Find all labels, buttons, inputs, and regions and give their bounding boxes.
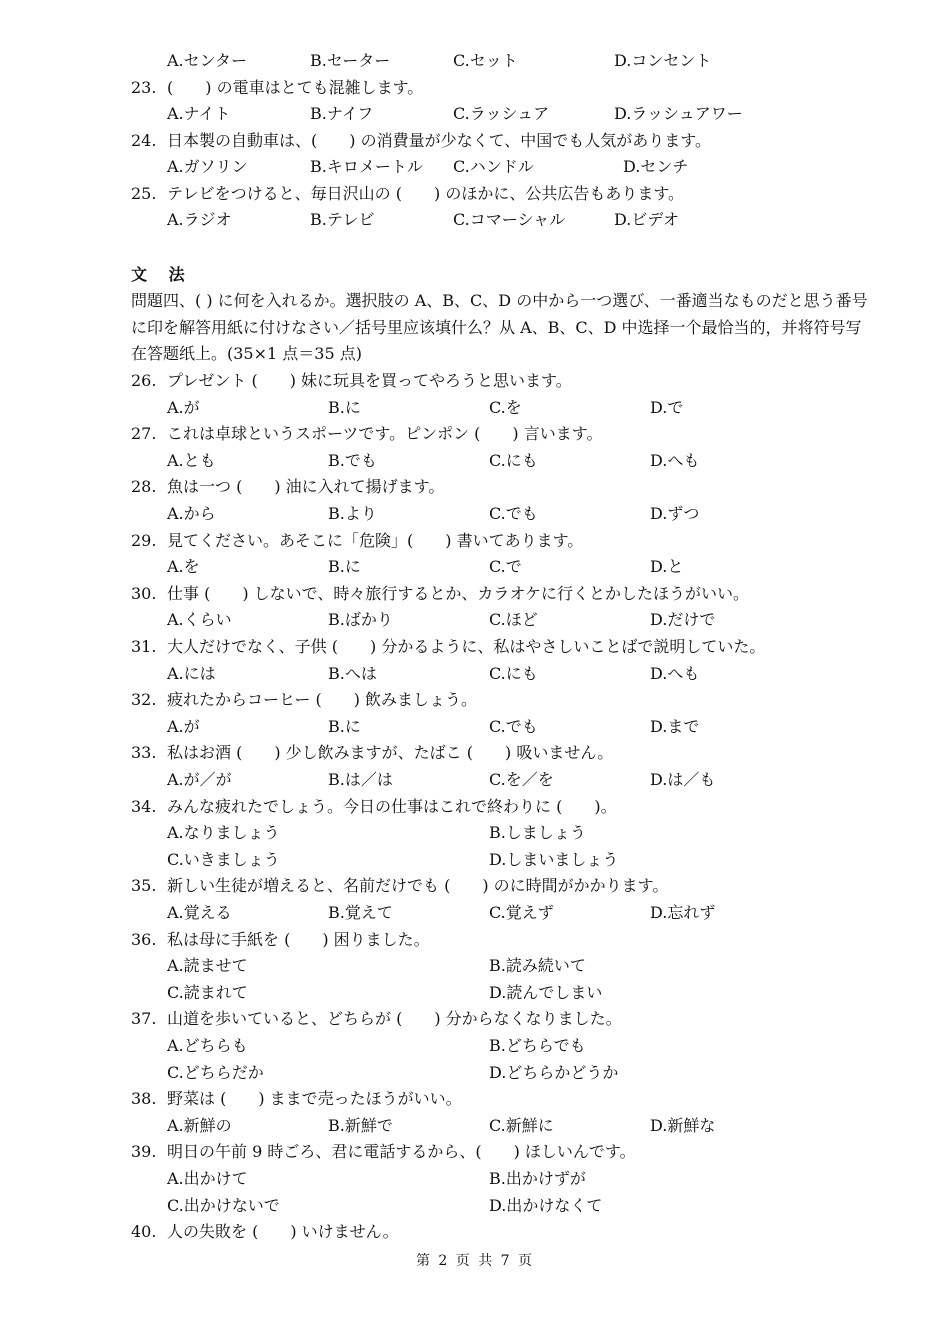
question-36-options [0,953,950,979]
question-34-options [0,820,950,846]
question-text: 見てください。あそこに「危険」( ) 書いてあります。 [167,530,584,550]
question-number: 37. [131,1009,157,1029]
option-c: C.ほど [489,610,538,630]
option-a: A.覚える [167,903,232,922]
option-a: A.には [167,663,216,683]
option-c: C.を／を [489,770,554,789]
question-text: 新しい生徒が増えると、名前だけでも ( ) のに時間がかかります。 [167,876,669,896]
option-b: B.へは [328,663,377,683]
question-28-options [0,501,950,527]
option-a: A.ナイト [167,104,231,123]
question-28 [0,474,950,500]
question-26-options [0,395,950,421]
option-d: D.と [650,557,684,577]
option-d: D.しまいましょう [489,849,619,869]
question-24 [0,128,950,154]
question-text: 山道を歩いていると、どちらが ( ) 分からなくなりました。 [167,1009,622,1029]
option-a: A.出かけて [167,1169,248,1188]
option-a: A.が [167,397,200,417]
option-a: A.が／が [167,770,232,789]
question-number: 31. [131,637,157,656]
option-a: A.センター [167,51,248,70]
option-a: A.なりましょう [167,823,280,843]
option-a: A.どちらも [167,1036,248,1055]
option-b: B.ばかり [328,610,393,630]
option-b: B.しましょう [489,823,586,843]
option-c: C.でも [489,716,538,736]
question-39-options [0,1193,950,1219]
question-39-options [0,1166,950,1192]
option-d: D.だけで [650,610,716,630]
question-33 [0,740,950,766]
question-text: 日本製の自動車は、( ) の消費量が少なくて、中国でも人気があります。 [167,131,711,150]
question-text: 野菜は ( ) ままで売ったほうがいい。 [167,1089,462,1109]
option-d: D.コンセント [614,51,712,70]
question-23-options [0,101,950,127]
question-37 [0,1006,950,1032]
option-a: A.が [167,716,200,736]
option-d: D.どちらかどうか [489,1062,619,1082]
question-number: 26. [131,371,157,390]
option-a: A.を [167,557,200,577]
question-number: 24. [131,131,157,150]
question-number: 40. [131,1222,157,1242]
option-c: C.出かけないで [167,1195,280,1215]
option-d: D.読んでしまい [489,982,603,1002]
question-text: 魚は一つ ( ) 油に入れて揚げます。 [167,477,445,497]
question-29 [0,528,950,554]
question-35-options [0,900,950,926]
question-37-options [0,1060,950,1086]
option-b: B.に [328,716,361,736]
option-d: D.は／も [650,770,716,789]
question-36-options [0,980,950,1006]
question-text: 仕事 ( ) しないで、時々旅行するとか、カラオケに行くとかしたほうがいい。 [167,583,750,603]
question-35 [0,873,950,899]
option-c: C.にも [489,450,538,470]
option-d: D.ビデオ [614,210,680,229]
option-b: B.セーター [310,51,391,70]
question-text: 明日の午前 9 時ごろ、君に電話するから、( ) ほしいんです。 [167,1142,636,1162]
option-b: B.ナイフ [310,104,374,123]
question-25 [0,181,950,207]
option-b: B.読み続いて [489,956,586,976]
question-text: テレビをつけると、毎日沢山の ( ) のほかに、公共広告もあります。 [167,184,685,203]
page-footer: 第 2 页 共 7 页 [415,1253,535,1269]
question-number: 34. [131,796,157,816]
option-d: D.ラッシュアワー [614,104,743,123]
question-number: 39. [131,1142,157,1162]
question-number: 33. [131,743,157,763]
question-text: みんな疲れたでしょう。今日の仕事はこれで終わりに ( )。 [167,796,617,816]
question-32-options [0,714,950,740]
option-d: D.ずつ [650,504,700,523]
question-number: 38. [131,1089,157,1109]
option-d: D.センチ [623,157,689,176]
option-c: C.でも [489,504,538,523]
question-31 [0,634,950,660]
option-d: D.出かけなくて [489,1195,603,1215]
option-b: B.より [328,504,377,523]
question-number: 29. [131,530,157,550]
option-d: D.へも [650,663,700,683]
question-39 [0,1139,950,1165]
option-a: A.読ませて [167,956,248,976]
option-b: B.覚えて [328,903,393,922]
question-30-options [0,607,950,633]
option-c: C.覚えず [489,903,554,922]
question-number: 35. [131,876,157,896]
option-a: A.くらい [167,610,232,630]
question-25-options [0,207,950,233]
section-instructions: 問題四、( ) に何を入れるか。選択肢の A、B、C、D の中から一つ選び、一番適当なものだと思う番号に印を解答用紙に付けなさい／括号里应该填什么？从 A、B、C、D 中选择一个最恰当的，并将符号写在答题纸上。(35×1 点＝35 点) [131,291,868,363]
option-a: A.から [167,504,216,523]
option-d: D.まで [650,716,700,736]
option-d: D.で [650,397,684,417]
question-29-options [0,554,950,580]
question-27 [0,421,950,447]
question-34 [0,794,950,820]
option-c: C.を [489,397,522,417]
option-c: C.読まれて [167,982,248,1002]
option-c: C.新鮮に [489,1115,554,1135]
question-number: 25. [131,184,157,203]
question-text: これは卓球というスポーツです。ピンポン ( ) 言います。 [167,424,603,444]
question-text: 私はお酒 ( ) 少し飲みますが、たばこ ( ) 吸いません。 [167,743,614,763]
option-c: C.セット [453,51,518,70]
question-27-options [0,448,950,474]
question-text: 大人だけでなく、子供 ( ) 分かるように、私はやさしいことばで説明していた。 [167,637,766,656]
question-number: 30. [131,583,157,603]
question-31-options [0,661,950,687]
question-36 [0,927,950,953]
question-23 [0,75,950,101]
question-number: 28. [131,477,157,497]
question-34-options [0,847,950,873]
question-number: 32. [131,690,157,710]
option-b: B.でも [328,450,377,470]
option-b: B.に [328,397,361,417]
question-text: 私は母に手紙を ( ) 困りました。 [167,929,430,949]
option-a: A.とも [167,450,216,470]
option-c: C.どちらだか [167,1062,264,1082]
option-b: B.新鮮で [328,1115,393,1135]
question-37-options [0,1033,950,1059]
question-38 [0,1086,950,1112]
question-text: プレゼント ( ) 妹に玩具を買ってやろうと思います。 [167,371,572,390]
option-c: C.ハンドル [453,157,534,176]
option-b: B.テレビ [310,210,375,229]
option-a: A.ガソリン [167,157,248,176]
option-b: B.出かけずが [489,1169,586,1188]
question-text: ( ) の電車はとても混雑します。 [167,78,424,97]
question-30 [0,581,950,607]
option-d: D.忘れず [650,903,716,922]
question-38-options [0,1113,950,1139]
question-text: 人の失敗を ( ) いけません。 [167,1222,399,1242]
option-b: B.キロメートル [310,157,423,176]
question-40 [0,1219,950,1245]
question-text: 疲れたからコーヒー ( ) 飲みましょう。 [167,690,478,710]
option-a: A.ラジオ [167,210,232,229]
option-d: D.新鮮な [650,1115,716,1135]
option-c: C.で [489,557,522,577]
option-b: B.は／は [328,770,393,789]
option-c: C.にも [489,663,538,683]
question-24-options [0,154,950,180]
option-c: C.ラッシュア [453,104,550,123]
option-c: C.コマーシャル [453,210,566,229]
question-26 [0,368,950,394]
question-number: 36. [131,929,157,949]
option-d: D.へも [650,450,700,470]
option-b: B.どちらでも [489,1036,586,1055]
section-title: 文 法 [131,265,193,284]
question-32 [0,687,950,713]
question-number: 23. [131,78,157,97]
option-b: B.に [328,557,361,577]
option-c: C.いきましょう [167,849,280,869]
question-33-options [0,767,950,793]
question-22-options [0,48,950,74]
question-number: 27. [131,424,157,444]
option-a: A.新鮮の [167,1115,232,1135]
